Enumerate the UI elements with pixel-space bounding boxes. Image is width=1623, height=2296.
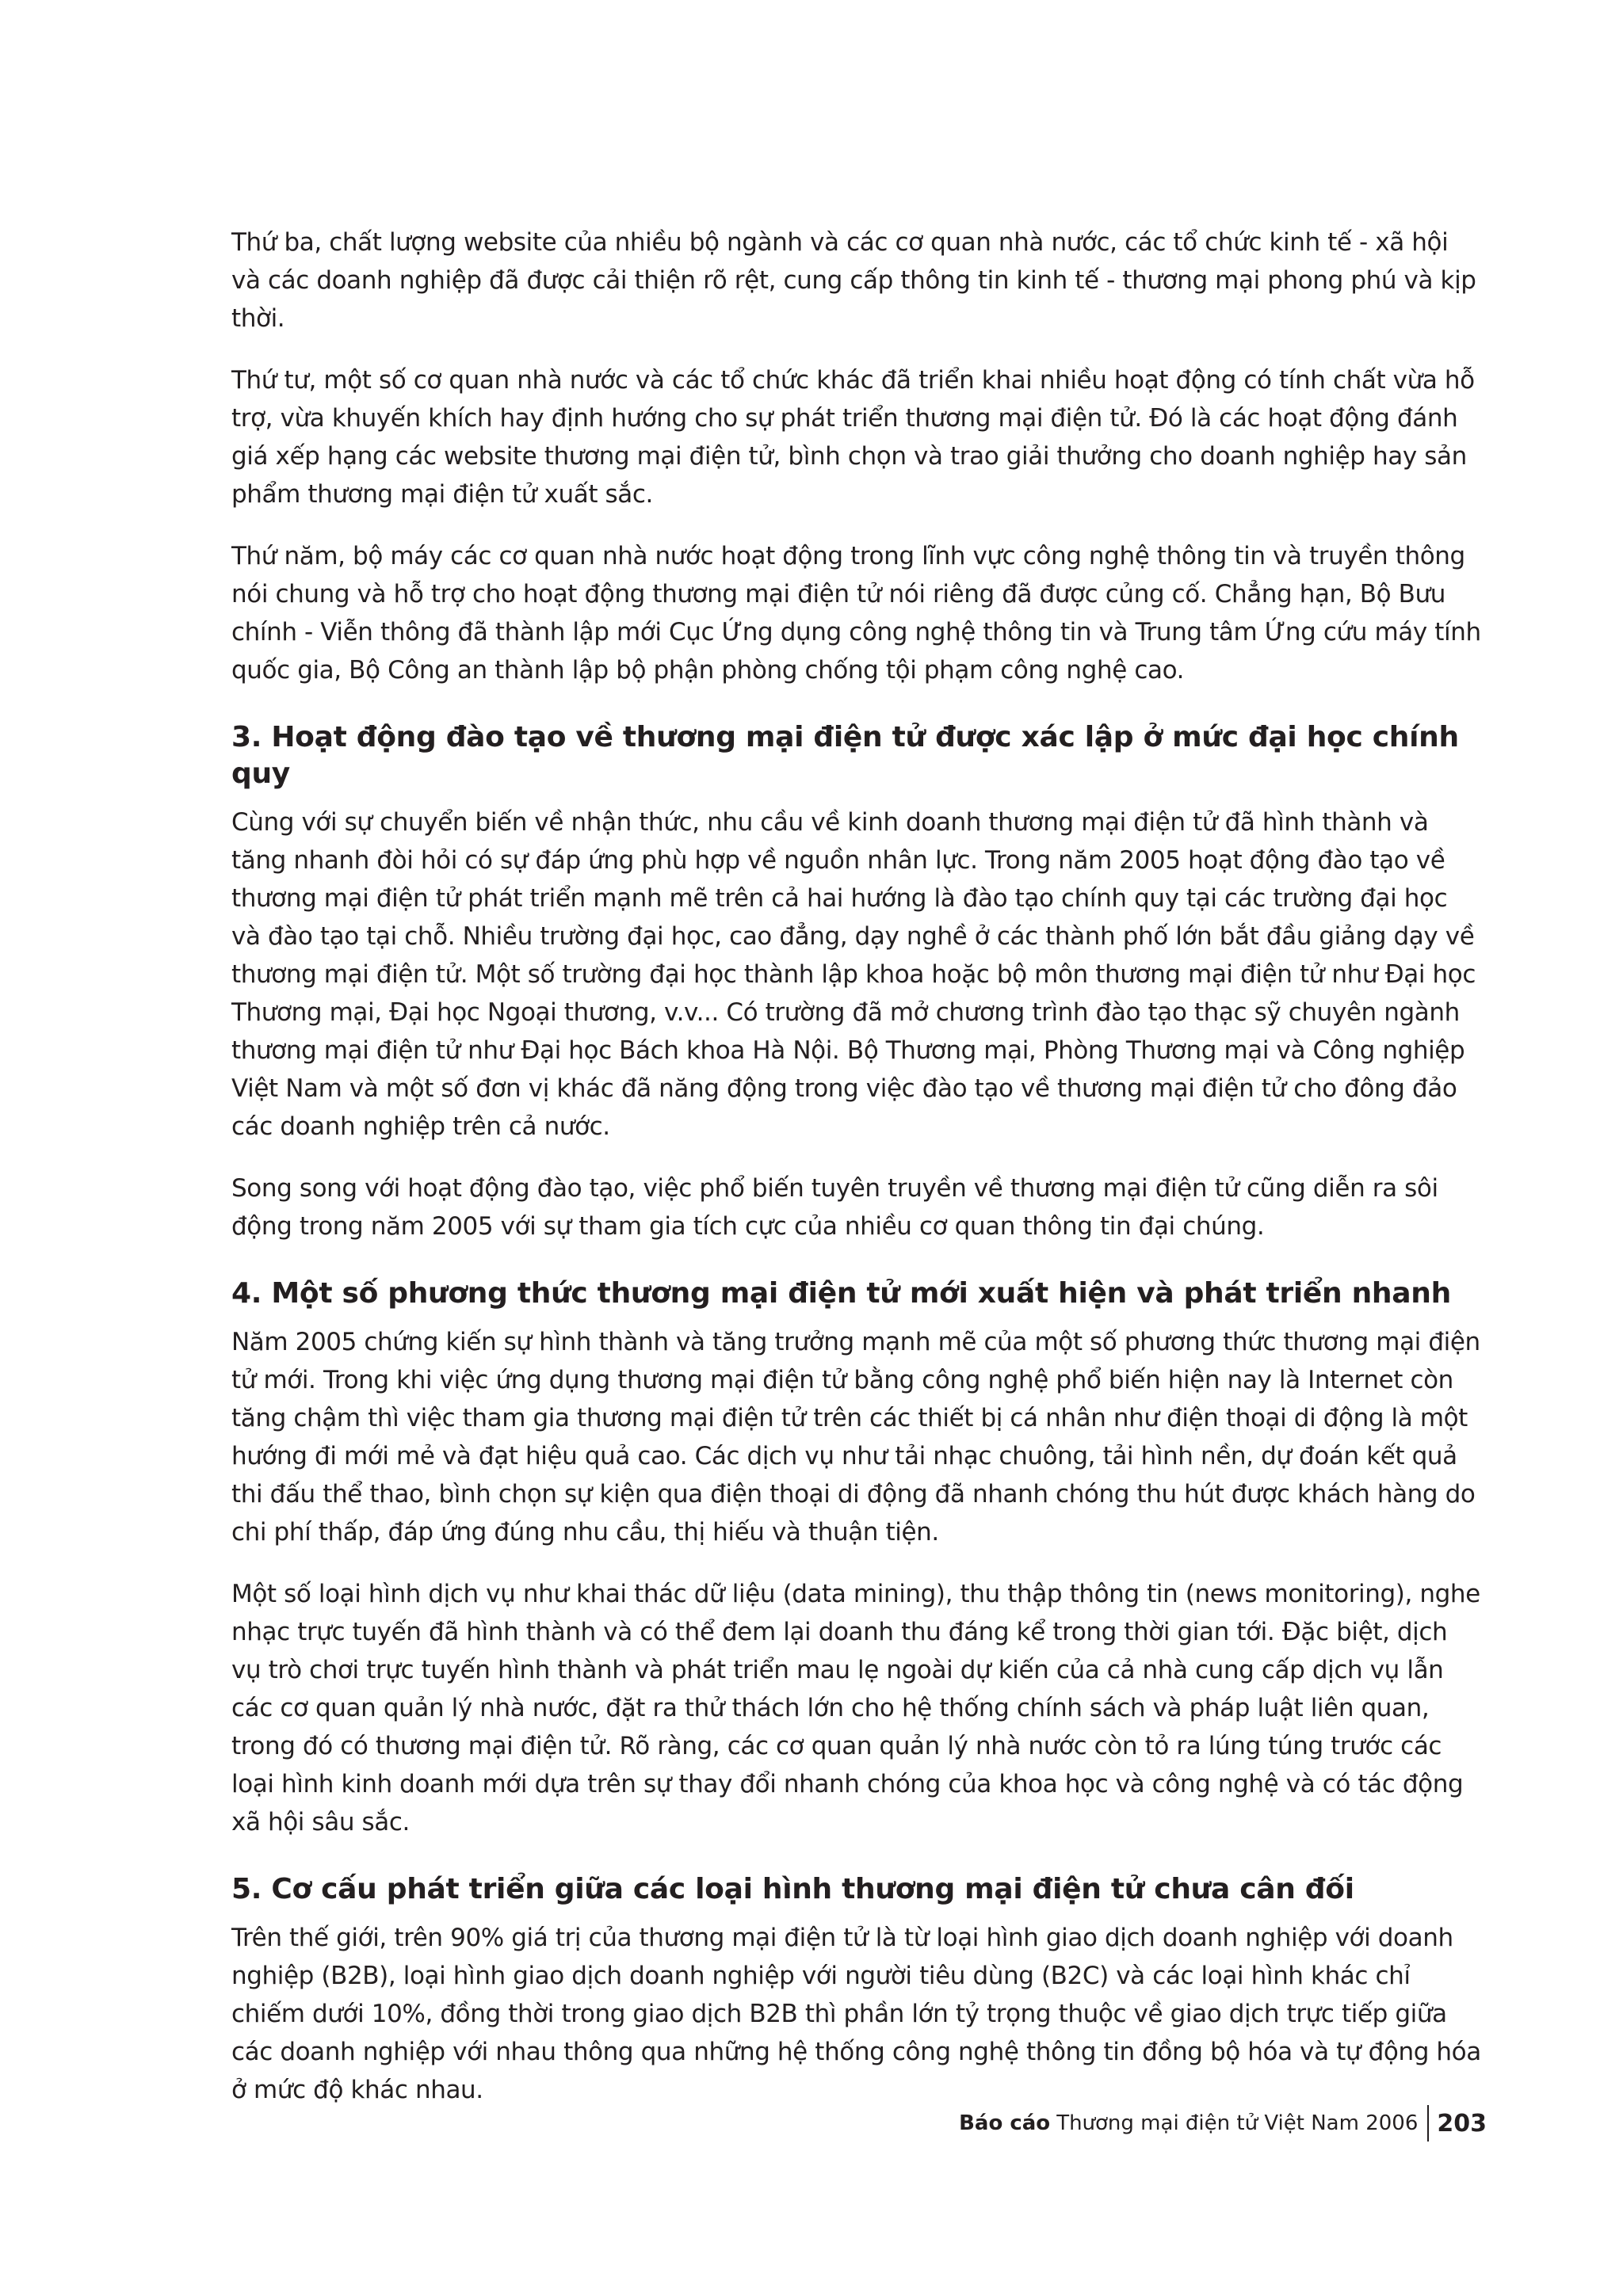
paragraph-thu-ba: Thứ ba, chất lượng website của nhiều bộ ngành và các cơ quan nhà nước, các tổ chức kinh tế - xã hội và các doanh nghiệp đã được cải thiện rõ rệt, cung cấp thông tin kinh tế - thương mại phong phú và kịp thời. (231, 228, 1476, 333)
section-3-paragraph-1: Cùng với sự chuyển biến về nhận thức, nhu cầu về kinh doanh thương mại điện tử đã hình thành và tăng nhanh đòi hỏi có sự đáp ứng phù hợp về nguồn nhân lực. Trong năm 2005 hoạt động đào tạo về thương mại điện tử phát triển mạnh mẽ trên cả hai hướng là đào tạo chính quy tại các trường đại học và đào tạo tại chỗ. Nhiều trường đại học, cao đẳng, dạy nghề ở các thành phố lớn bắt đầu giảng dạy về thương mại điện tử. Một số trường đại học thành lập khoa hoặc bộ môn thương mại điện tử như Đại học Thương mại, Đại học Ngoại thương, v.v... Có trường đã mở chương trình đào tạo thạc sỹ chuyên ngành thương mại điện tử như Đại học Bách khoa Hà Nội. Bộ Thương mại, Phòng Thương mại và Công nghiệp Việt Nam và một số đơn vị khác đã năng động trong việc đào tạo về thương mại điện tử cho đông đảo các doanh nghiệp trên cả nước. (231, 808, 1476, 1141)
paragraph-thu-nam: Thứ năm, bộ máy các cơ quan nhà nước hoạt động trong lĩnh vực công nghệ thông tin và truyền thông nói chung và hỗ trợ cho hoạt động thương mại điện tử nói riêng đã được củng cố. Chẳng hạn, Bộ Bưu chính - Viễn thông đã thành lập mới Cục Ứng dụng công nghệ thông tin và Trung tâm Ứng cứu máy tính quốc gia, Bộ Công an thành lập bộ phận phòng chống tội phạm công nghệ cao. (231, 542, 1481, 685)
footer-brand-title: Thương mại điện tử Việt Nam 2006 (1056, 2111, 1419, 2135)
section-4-paragraph-2: Một số loại hình dịch vụ như khai thác dữ liệu (data mining), thu thập thông tin (news monitoring), nghe nhạc trực tuyến đã hình thành và có thể đem lại doanh thu đáng kể trong thời gian tới. Đặc biệt, dịch vụ trò chơi trực tuyến hình thành và phát triển mau lẹ ngoài dự kiến của cả nhà cung cấp dịch vụ lẫn các cơ quan quản lý nhà nước, đặt ra thử thách lớn cho hệ thống chính sách và pháp luật liên quan, trong đó có thương mại điện tử. Rõ ràng, các cơ quan quản lý nhà nước còn tỏ ra lúng túng trước các loại hình kinh doanh mới dựa trên sự thay đổi nhanh chóng của khoa học và công nghệ và có tác động xã hội sâu sắc. (231, 1580, 1480, 1836)
footer-brand-bold: Báo cáo (959, 2111, 1051, 2135)
page-number: 203 (1437, 2109, 1487, 2138)
section-3-heading: 3. Hoạt động đào tạo về thương mại điện tử được xác lập ở mức đại học chính quy (231, 721, 1459, 790)
section-4-paragraph-1: Năm 2005 chứng kiến sự hình thành và tăng trưởng mạnh mẽ của một số phương thức thương mại điện tử mới. Trong khi việc ứng dụng thương mại điện tử bằng công nghệ phổ biến hiện nay là Internet còn tăng chậm thì việc tham gia thương mại điện tử trên các thiết bị cá nhân như điện thoại di động là một hướng đi mới mẻ và đạt hiệu quả cao. Các dịch vụ như tải nhạc chuông, tải hình nền, dự đoán kết quả thi đấu thể thao, bình chọn sự kiện qua điện thoại di động đã nhanh chóng thu hút được khách hàng do chi phí thấp, đáp ứng đúng nhu cầu, thị hiếu và thuận tiện. (231, 1328, 1480, 1547)
page-footer (959, 2100, 1487, 2147)
section-5-paragraph-1: Trên thế giới, trên 90% giá trị của thương mại điện tử là từ loại hình giao dịch doanh nghiệp với doanh nghiệp (B2B), loại hình giao dịch doanh nghiệp với người tiêu dùng (B2C) và các loại hình khác chỉ chiếm dưới 10%, đồng thời trong giao dịch B2B thì phần lớn tỷ trọng thuộc về giao dịch trực tiếp giữa các doanh nghiệp với nhau thông qua những hệ thống công nghệ thông tin đồng bộ hóa và tự động hóa ở mức độ khác nhau. (231, 1924, 1481, 2104)
page-content (231, 223, 1484, 2133)
section-3-paragraph-2: Song song với hoạt động đào tạo, việc phổ biến tuyên truyền về thương mại điện tử cũng diễn ra sôi động trong năm 2005 với sự tham gia tích cực của nhiều cơ quan thông tin đại chúng. (231, 1174, 1438, 1241)
section-4-heading: 4. Một số phương thức thương mại điện tử mới xuất hiện và phát triển nhanh (231, 1277, 1451, 1310)
paragraph-thu-tu: Thứ tư, một số cơ quan nhà nước và các tổ chức khác đã triển khai nhiều hoạt động có tính chất vừa hỗ trợ, vừa khuyến khích hay định hướng cho sự phát triển thương mại điện tử. Đó là các hoạt động đánh giá xếp hạng các website thương mại điện tử, bình chọn và trao giải thưởng cho doanh nghiệp hay sản phẩm thương mại điện tử xuất sắc. (231, 366, 1475, 509)
section-5-heading: 5. Cơ cấu phát triển giữa các loại hình thương mại điện tử chưa cân đối (231, 1873, 1354, 1905)
footer-divider (1427, 2105, 1429, 2142)
